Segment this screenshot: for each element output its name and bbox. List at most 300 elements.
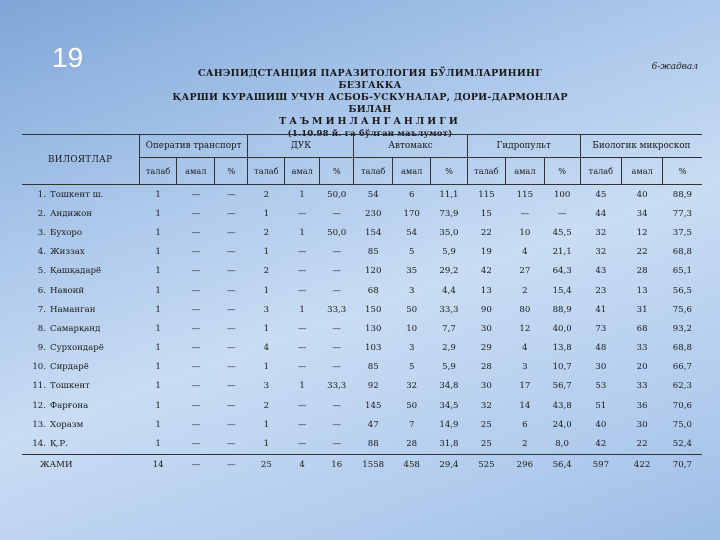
value-cell: 4,4	[442, 285, 456, 296]
value-cell: 48	[595, 343, 607, 354]
region-name: Тошкент ш.	[50, 189, 104, 200]
value-cell: 30	[480, 323, 492, 334]
value-cell: 422	[622, 454, 663, 475]
row-index: 11.	[32, 381, 46, 392]
value-cell: —	[191, 227, 201, 238]
region-name: Наманган	[50, 304, 96, 315]
value-cell: 22	[636, 439, 648, 450]
group-header-microscope: Биологик микроскоп	[580, 135, 702, 158]
value-cell: 2	[522, 439, 528, 450]
value-cell: 1	[299, 381, 305, 392]
group-header-duk: ДУК	[248, 135, 354, 158]
value-cell: 1	[299, 227, 305, 238]
value-cell: 6	[522, 419, 528, 430]
value-cell: —	[332, 400, 341, 411]
region-name: Жиззах	[50, 247, 85, 258]
value-cell: 68,8	[672, 247, 692, 258]
row-index: 1.	[37, 189, 46, 200]
value-cell: 1	[155, 304, 161, 315]
subheader-cell: амал	[393, 158, 431, 185]
value-cell: 16	[320, 454, 354, 475]
value-cell: 43,8	[552, 400, 572, 411]
value-cell: 50	[406, 400, 418, 411]
value-cell: 115	[478, 189, 495, 200]
value-cell: 50	[406, 304, 418, 315]
value-cell: 50,0	[327, 189, 347, 200]
value-cell: 1	[155, 400, 161, 411]
value-cell: 6	[408, 189, 415, 200]
value-cell: 15,4	[552, 285, 572, 296]
value-cell: 2	[263, 400, 270, 411]
row-index: 4.	[37, 247, 46, 258]
value-cell: 44	[595, 208, 607, 219]
value-cell: —	[226, 400, 236, 411]
value-cell: 21,1	[552, 247, 572, 258]
value-cell: 3	[408, 343, 415, 354]
region-cell	[22, 377, 139, 396]
value-cell: 120	[365, 266, 382, 277]
value-cell: 103	[365, 343, 382, 354]
row-index: 7.	[37, 304, 46, 315]
region-name: Навоий	[50, 285, 85, 296]
value-cell: 92	[367, 381, 379, 392]
value-cell: 29,4	[431, 454, 467, 475]
value-cell: —	[191, 323, 201, 334]
value-cell: 12	[519, 323, 531, 334]
table-row	[22, 434, 702, 454]
value-cell: 73	[595, 323, 607, 334]
value-cell: 32	[595, 247, 607, 258]
value-cell: 1	[263, 247, 270, 258]
value-cell: —	[226, 189, 236, 200]
value-cell: 70,6	[672, 400, 692, 411]
value-cell: 1	[263, 323, 270, 334]
title-line-2: ҚАРШИ КУРАШИШ УЧУН АСБОБ-УСКУНАЛАР, ДОРИ-ДАРМОНЛАР БИЛАН	[172, 92, 568, 115]
value-cell: 75,6	[672, 304, 692, 315]
value-cell: —	[191, 362, 201, 373]
value-cell: 64,3	[552, 266, 572, 277]
value-cell: —	[191, 189, 201, 200]
row-index: 12.	[32, 400, 46, 411]
value-cell: 52,4	[672, 439, 692, 450]
value-cell: 66,7	[672, 362, 692, 373]
value-cell: 85	[367, 247, 379, 258]
value-cell: 1	[155, 439, 161, 450]
subheader-cell: %	[431, 158, 467, 185]
document-title	[170, 68, 570, 140]
row-index: 2.	[37, 208, 46, 219]
table-row	[22, 339, 702, 358]
region-name: Андижон	[50, 208, 93, 219]
region-cell	[22, 415, 139, 434]
value-cell: —	[191, 247, 201, 258]
value-cell: —	[332, 208, 341, 219]
value-cell: 31	[636, 304, 648, 315]
value-cell: 40	[636, 189, 648, 200]
region-cell	[22, 339, 139, 358]
region-cell	[22, 185, 139, 205]
value-cell: 100	[553, 189, 571, 200]
value-cell: 34	[636, 208, 648, 219]
value-cell: 93,2	[672, 323, 692, 334]
value-cell: 7,7	[442, 323, 456, 334]
value-cell: 32	[595, 227, 607, 238]
value-cell: 13	[636, 285, 648, 296]
value-cell: 1	[155, 323, 161, 334]
region-column-header: ВИЛОЯТЛАР	[22, 135, 139, 185]
value-cell: 35	[406, 266, 418, 277]
value-cell: —	[226, 419, 236, 430]
value-cell: 68	[367, 285, 379, 296]
value-cell: —	[226, 343, 236, 354]
value-cell: 4	[285, 454, 320, 475]
value-cell: 1	[299, 189, 305, 200]
value-cell: 3	[263, 304, 270, 315]
row-index: 6.	[37, 285, 46, 296]
value-cell: 73,9	[439, 208, 459, 219]
value-cell: 40,0	[552, 323, 572, 334]
group-header-gidropult: Гидропульт	[467, 135, 580, 158]
region-name: Бухоро	[50, 227, 83, 238]
value-cell: 68,8	[672, 343, 692, 354]
value-cell: 33,3	[327, 304, 347, 315]
value-cell: —	[226, 208, 236, 219]
value-cell: 22	[636, 247, 648, 258]
value-cell: —	[226, 266, 236, 277]
slide-number: 19	[52, 42, 84, 73]
value-cell: 150	[365, 304, 382, 315]
value-cell: 170	[403, 208, 420, 219]
value-cell: —	[226, 439, 236, 450]
value-cell: 85	[367, 362, 379, 373]
group-header-transport: Оператив транспорт	[139, 135, 248, 158]
value-cell: —	[226, 323, 236, 334]
subheader-cell: %	[320, 158, 354, 185]
region-cell	[22, 434, 139, 454]
value-cell: 27	[519, 266, 531, 277]
subheader-cell: талаб	[139, 158, 177, 185]
row-index: 10.	[32, 362, 46, 373]
value-cell: —	[332, 362, 341, 373]
value-cell: 88,9	[552, 304, 572, 315]
value-cell: 28	[406, 439, 418, 450]
value-cell: —	[191, 304, 201, 315]
value-cell: 2	[263, 227, 270, 238]
value-cell: 597	[580, 454, 621, 475]
subheader-cell: талаб	[248, 158, 285, 185]
table-row	[22, 377, 702, 396]
value-cell: 34,8	[439, 381, 459, 392]
value-cell: —	[215, 454, 248, 475]
table-row	[22, 185, 702, 205]
value-cell: 28	[636, 266, 648, 277]
value-cell: —	[191, 208, 201, 219]
value-cell: 30	[480, 381, 492, 392]
value-cell: 20	[636, 362, 648, 373]
value-cell: —	[226, 285, 236, 296]
value-cell: 1	[263, 208, 270, 219]
value-cell: 1558	[354, 454, 393, 475]
value-cell: 2	[522, 285, 528, 296]
table-row	[22, 319, 702, 338]
value-cell: 10,7	[552, 362, 572, 373]
region-cell	[22, 358, 139, 377]
subheader-cell: талаб	[467, 158, 506, 185]
value-cell: —	[297, 266, 307, 277]
value-cell: 47	[367, 419, 379, 430]
region-cell	[22, 262, 139, 281]
value-cell: 10	[406, 323, 418, 334]
value-cell: 42	[595, 439, 607, 450]
subheader-cell: %	[544, 158, 580, 185]
region-name: Сурхондарё	[50, 343, 104, 354]
value-cell: —	[177, 454, 215, 475]
value-cell: 68	[636, 323, 648, 334]
value-cell: 1	[155, 362, 161, 373]
value-cell: 154	[365, 227, 382, 238]
value-cell: 1	[155, 189, 161, 200]
value-cell: 53	[595, 381, 607, 392]
equipment-supply-table	[22, 134, 702, 475]
row-index: 8.	[37, 323, 46, 334]
region-name: ЖАМИ	[40, 459, 73, 470]
value-cell: —	[297, 208, 307, 219]
value-cell: 65,1	[672, 266, 692, 277]
value-cell: 33	[636, 343, 648, 354]
value-cell: 13	[480, 285, 492, 296]
value-cell: —	[557, 208, 567, 219]
row-index: 5.	[37, 266, 46, 277]
table-row	[22, 358, 702, 377]
region-cell	[22, 223, 139, 242]
table-body	[22, 185, 702, 475]
value-cell: —	[226, 304, 236, 315]
table-row	[22, 243, 702, 262]
value-cell: 10	[519, 227, 531, 238]
value-cell: 525	[467, 454, 506, 475]
region-name: Қ.Р.	[50, 439, 68, 450]
region-cell	[22, 204, 139, 223]
value-cell: —	[520, 208, 530, 219]
region-name: Сирдарё	[50, 362, 89, 373]
table-row	[22, 281, 702, 300]
value-cell: 8,0	[555, 439, 569, 450]
table-number-label: 6-жадвал	[651, 62, 698, 72]
value-cell: 80	[519, 304, 531, 315]
value-cell: —	[191, 419, 201, 430]
value-cell: 1	[155, 285, 161, 296]
value-cell: 45	[595, 189, 607, 200]
value-cell: 2	[263, 189, 270, 200]
value-cell: 51	[595, 400, 607, 411]
subheader-cell: талаб	[354, 158, 393, 185]
value-cell: 1	[155, 227, 161, 238]
value-cell: 70,7	[663, 454, 702, 475]
value-cell: 37,5	[672, 227, 692, 238]
value-cell: —	[297, 247, 307, 258]
value-cell: —	[226, 362, 236, 373]
value-cell: 29,2	[439, 266, 459, 277]
region-name: Хоразм	[50, 419, 84, 430]
region-cell	[22, 319, 139, 338]
value-cell: 130	[365, 323, 382, 334]
value-cell: 90	[480, 304, 492, 315]
value-cell: 33	[636, 381, 648, 392]
value-cell: 458	[393, 454, 431, 475]
value-cell: 88	[367, 439, 379, 450]
subheader-cell: амал	[177, 158, 215, 185]
value-cell: —	[297, 439, 307, 450]
value-cell: —	[297, 285, 307, 296]
region-name: Фарғона	[50, 400, 89, 411]
value-cell: 29	[480, 343, 492, 354]
value-cell: —	[332, 343, 341, 354]
table-row	[22, 396, 702, 415]
value-cell: 7	[408, 419, 415, 430]
value-cell: 11,1	[439, 189, 459, 200]
value-cell: 115	[516, 189, 534, 200]
region-name: Самарқанд	[50, 323, 101, 334]
value-cell: 33,3	[327, 381, 347, 392]
value-cell: 1	[263, 285, 270, 296]
value-cell: 45,5	[552, 227, 572, 238]
region-cell	[22, 243, 139, 262]
value-cell: 50,0	[327, 227, 347, 238]
table-row	[22, 300, 702, 319]
value-cell: 3	[263, 381, 270, 392]
value-cell: 54	[367, 189, 379, 200]
value-cell: 23	[595, 285, 607, 296]
value-cell: 1	[263, 439, 270, 450]
value-cell: 30	[636, 419, 648, 430]
title-date-line: (1.10.98 й. га бўлган маълумот)	[287, 129, 453, 139]
group-header-avtomaks: Автомакс	[354, 135, 467, 158]
value-cell: —	[297, 362, 307, 373]
value-cell: 296	[506, 454, 544, 475]
value-cell: 2,9	[442, 343, 456, 354]
value-cell: 5	[408, 362, 415, 373]
value-cell: —	[191, 400, 201, 411]
value-cell: 56,7	[552, 381, 572, 392]
title-line-1: САНЭПИДСТАНЦИЯ ПАРАЗИТОЛОГИЯ БЎЛИМЛАРИНИНГ БЕЗГАККА	[198, 68, 542, 91]
value-cell: —	[297, 343, 307, 354]
value-cell: 30	[595, 362, 607, 373]
region-cell	[22, 396, 139, 415]
value-cell: 25	[480, 439, 492, 450]
value-cell: —	[332, 323, 341, 334]
value-cell: —	[191, 285, 201, 296]
value-cell: —	[226, 381, 236, 392]
value-cell: 17	[519, 381, 531, 392]
value-cell: 5	[408, 247, 415, 258]
value-cell: —	[297, 419, 307, 430]
value-cell: 56,5	[672, 285, 692, 296]
value-cell: 1	[299, 304, 305, 315]
value-cell: 15	[480, 208, 492, 219]
value-cell: 42	[480, 266, 492, 277]
value-cell: —	[226, 227, 236, 238]
value-cell: 77,3	[672, 208, 692, 219]
value-cell: 1	[155, 208, 161, 219]
value-cell: 41	[595, 304, 607, 315]
value-cell: 56,4	[544, 454, 580, 475]
value-cell: 54	[406, 227, 418, 238]
value-cell: —	[226, 247, 236, 258]
region-cell	[22, 281, 139, 300]
value-cell: 2	[263, 266, 270, 277]
region-cell	[22, 300, 139, 319]
subheader-cell: талаб	[580, 158, 621, 185]
table-row	[22, 204, 702, 223]
value-cell: 4	[522, 343, 528, 354]
value-cell: 25	[480, 419, 492, 430]
value-cell: 40	[595, 419, 607, 430]
value-cell: 62,3	[672, 381, 692, 392]
value-cell: 1	[155, 381, 161, 392]
value-cell: —	[332, 419, 341, 430]
value-cell: 4	[263, 343, 270, 354]
value-cell: 88,9	[672, 189, 692, 200]
value-cell: 12	[636, 227, 648, 238]
table-row	[22, 415, 702, 434]
value-cell: —	[332, 439, 341, 450]
value-cell: —	[191, 343, 201, 354]
value-cell: 5,9	[442, 362, 456, 373]
value-cell: —	[332, 285, 341, 296]
value-cell: —	[191, 381, 201, 392]
value-cell: 1	[263, 362, 270, 373]
region-name: Тошкент	[50, 381, 90, 392]
value-cell: 19	[480, 247, 492, 258]
value-cell: 43	[595, 266, 607, 277]
value-cell: 32	[406, 381, 418, 392]
total-row	[22, 454, 702, 475]
value-cell: 5,9	[442, 247, 456, 258]
value-cell: —	[297, 400, 307, 411]
value-cell: 13,8	[552, 343, 572, 354]
value-cell: 3	[522, 362, 528, 373]
value-cell: 145	[365, 400, 382, 411]
row-index: 3.	[37, 227, 46, 238]
table-row	[22, 223, 702, 242]
value-cell: 1	[155, 343, 161, 354]
value-cell: 14,9	[439, 419, 459, 430]
value-cell: —	[191, 439, 201, 450]
value-cell: 36	[636, 400, 648, 411]
value-cell: 34,5	[439, 400, 459, 411]
subheader-cell: %	[663, 158, 702, 185]
subheader-cell: амал	[622, 158, 663, 185]
value-cell: 4	[522, 247, 528, 258]
subheader-cell: амал	[285, 158, 320, 185]
value-cell: 230	[365, 208, 382, 219]
row-index: 14.	[32, 439, 46, 450]
value-cell: 32	[480, 400, 492, 411]
title-line-3: ТАЪМИНЛАНГАНЛИГИ	[279, 116, 461, 127]
value-cell: 25	[248, 454, 285, 475]
value-cell: —	[332, 247, 341, 258]
value-cell: 14	[139, 454, 177, 475]
subheader-cell: %	[215, 158, 248, 185]
value-cell: 33,3	[439, 304, 459, 315]
table-row	[22, 262, 702, 281]
value-cell: 28	[480, 362, 492, 373]
value-cell: 1	[155, 247, 161, 258]
value-cell: 14	[519, 400, 531, 411]
row-index: 13.	[32, 419, 46, 430]
value-cell: 1	[155, 419, 161, 430]
value-cell: —	[297, 323, 307, 334]
